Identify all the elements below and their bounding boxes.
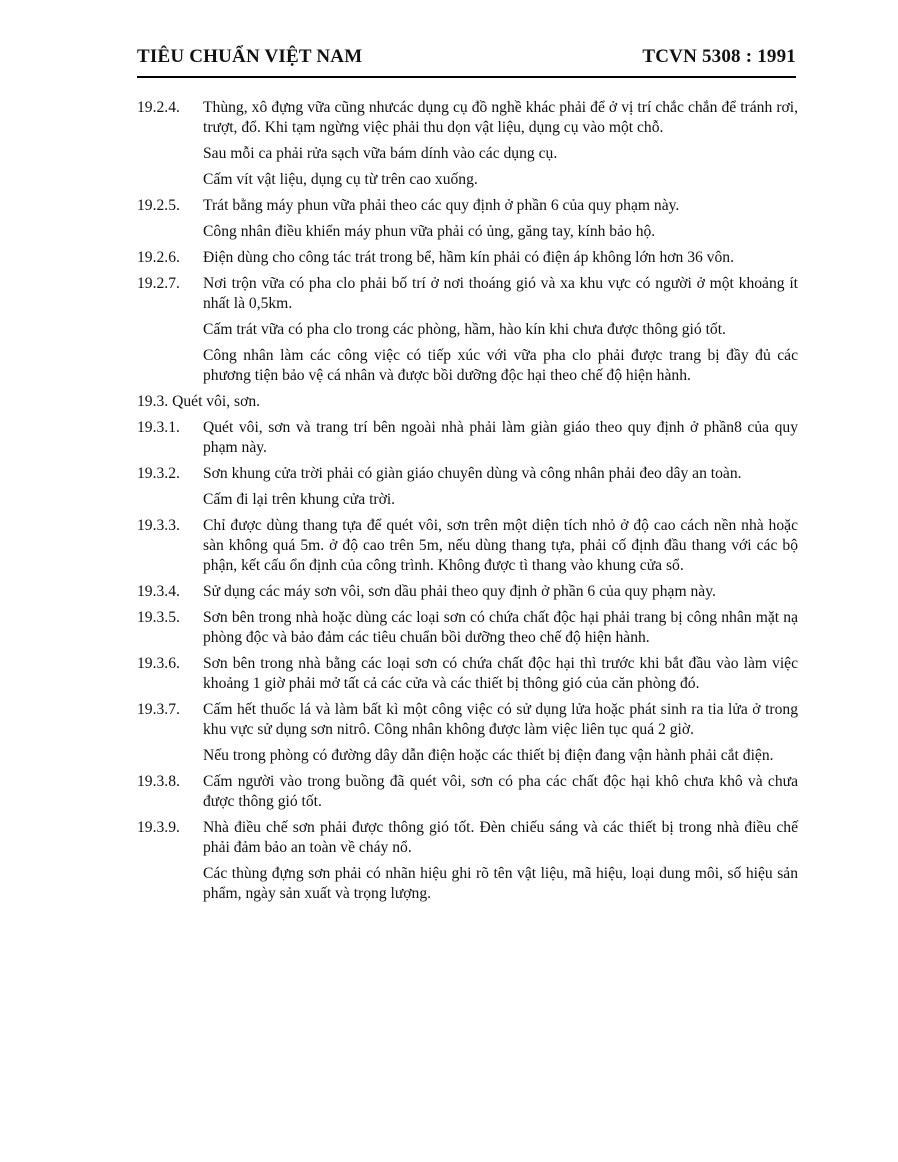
section-item bbox=[137, 772, 798, 812]
section-paragraph: Trát bằng máy phun vữa phải theo các quy định ở phần 6 của quy phạm này. bbox=[203, 197, 680, 214]
section-item bbox=[137, 464, 798, 510]
section-paragraph: Sơn bên trong nhà bằng các loại sơn có chứa chất độc hại thì trước khi bắt đầu vào làm việc khoảng 1 giờ phải mở tất cả các cửa và các thiết bị thông gió của căn phòng đó. bbox=[203, 655, 798, 692]
section-number: 19.3.5. bbox=[137, 609, 180, 626]
section-number: 19.2.5. bbox=[137, 197, 180, 214]
section-paragraph: Công nhân làm các công việc có tiếp xúc với vữa pha clo phải được trang bị đầy đủ các phương tiện bảo vệ cá nhân và được bồi dưỡng độc hại theo chế độ hiện hành. bbox=[203, 347, 798, 384]
section-paragraph: Nơi trộn vữa có pha clo phải bố trí ở nơi thoáng gió và xa khu vực có người ở một khoảng ít nhất là 0,5km. bbox=[203, 275, 798, 312]
page-header bbox=[137, 46, 796, 78]
section-paragraph: Quét vôi, sơn và trang trí bên ngoài nhà phải làm giàn giáo theo quy định ở phần8 của quy phạm này. bbox=[203, 419, 798, 456]
header-standard-name: TIÊU CHUẨN VIỆT NAM bbox=[137, 46, 363, 67]
section-paragraph: Cấm vít vật liệu, dụng cụ từ trên cao xuống. bbox=[203, 171, 478, 188]
section-number: 19.3.3. bbox=[137, 517, 180, 534]
section-paragraph: Cấm đi lại trên khung cửa trời. bbox=[203, 491, 396, 508]
section-paragraph: Sơn khung cửa trời phải có giàn giáo chuyên dùng và công nhân phải đeo dây an toàn. bbox=[203, 465, 742, 482]
section-paragraph: Nếu trong phòng có đường dây dẫn điện hoặc các thiết bị điện đang vận hành phải cắt điện. bbox=[203, 747, 774, 764]
section-item bbox=[137, 274, 798, 386]
section-item bbox=[137, 516, 798, 576]
section-paragraph: Sơn bên trong nhà hoặc dùng các loại sơn có chứa chất độc hại phải trang bị công nhân mặt nạ phòng độc và bảo đảm các tiêu chuẩn bồi dưỡng theo chế độ hiện hành. bbox=[203, 609, 798, 646]
section-number: 19.2.7. bbox=[137, 275, 180, 292]
section-heading-19-3: 19.3. Quét vôi, sơn. bbox=[137, 393, 261, 410]
section-paragraph: Sau mỗi ca phải rửa sạch vữa bám dính vào các dụng cụ. bbox=[203, 145, 558, 162]
section-number: 19.3.6. bbox=[137, 655, 180, 672]
section-paragraph: Cấm trát vữa có pha clo trong các phòng, hầm, hào kín khi chưa được thông gió tốt. bbox=[203, 321, 726, 338]
section-paragraph: Thùng, xô đựng vữa cũng nhưcác dụng cụ đồ nghề khác phải để ở vị trí chắc chắn để tránh rơi, trượt, đổ. Khi tạm ngừng việc phải thu dọn vật liệu, dụng cụ vào một chỗ. bbox=[203, 99, 798, 136]
section-item bbox=[137, 248, 798, 268]
section-number: 19.3.7. bbox=[137, 701, 180, 718]
sections-19-3 bbox=[137, 418, 798, 904]
section-paragraph: Chỉ được dùng thang tựa để quét vôi, sơn trên một diện tích nhỏ ở độ cao cách nền nhà hoặc sàn không quá 5m. ở độ cao trên 5m, nếu dùng thang tựa, phải cố định đầu thang với các bộ phận, kết cấu ổn định của công trình. Không được tì thang vào khung cửa sổ. bbox=[203, 517, 798, 574]
section-number: 19.3.1. bbox=[137, 419, 180, 436]
section-number: 19.2.6. bbox=[137, 249, 180, 266]
section-paragraph: Công nhân điều khiển máy phun vữa phải có ủng, găng tay, kính bảo hộ. bbox=[203, 223, 656, 240]
section-paragraph: Sử dụng các máy sơn vôi, sơn dầu phải theo quy định ở phần 6 của quy phạm này. bbox=[203, 583, 716, 600]
section-item bbox=[137, 700, 798, 766]
section-item bbox=[137, 418, 798, 458]
section-number: 19.3.2. bbox=[137, 465, 180, 482]
section-item bbox=[137, 98, 798, 190]
document-body bbox=[137, 98, 798, 910]
section-paragraph: Cấm người vào trong buồng đã quét vôi, sơn có pha các chất độc hại khô chưa khô và chưa được thông gió tốt. bbox=[203, 773, 798, 810]
section-item bbox=[137, 654, 798, 694]
section-item bbox=[137, 608, 798, 648]
section-paragraph: Điện dùng cho công tác trát trong bể, hầm kín phải có điện áp không lớn hơn 36 vôn. bbox=[203, 249, 734, 266]
section-item bbox=[137, 818, 798, 904]
sections-19-2 bbox=[137, 98, 798, 386]
section-item bbox=[137, 582, 798, 602]
section-paragraph: Các thùng đựng sơn phải có nhãn hiệu ghi rõ tên vật liệu, mã hiệu, loại dung môi, số hiệu sản phẩm, ngày sản xuất và trọng lượng. bbox=[203, 865, 798, 902]
section-number: 19.3.4. bbox=[137, 583, 180, 600]
section-number: 19.3.9. bbox=[137, 819, 180, 836]
section-paragraph: Nhà điều chế sơn phải được thông gió tốt. Đèn chiếu sáng và các thiết bị trong nhà điều chế phải đảm bảo an toàn về cháy nổ. bbox=[203, 819, 798, 856]
section-paragraph: Cấm hết thuốc lá và làm bất kì một công việc có sử dụng lửa hoặc phát sinh ra tia lửa ở trong khu vực sử dụng sơn nitrô. Công nhân không được làm việc liên tục quá 2 giờ. bbox=[203, 701, 798, 738]
header-standard-code: TCVN 5308 : 1991 bbox=[642, 46, 796, 67]
section-number: 19.3.8. bbox=[137, 773, 180, 790]
section-item bbox=[137, 196, 798, 242]
section-number: 19.2.4. bbox=[137, 99, 180, 116]
